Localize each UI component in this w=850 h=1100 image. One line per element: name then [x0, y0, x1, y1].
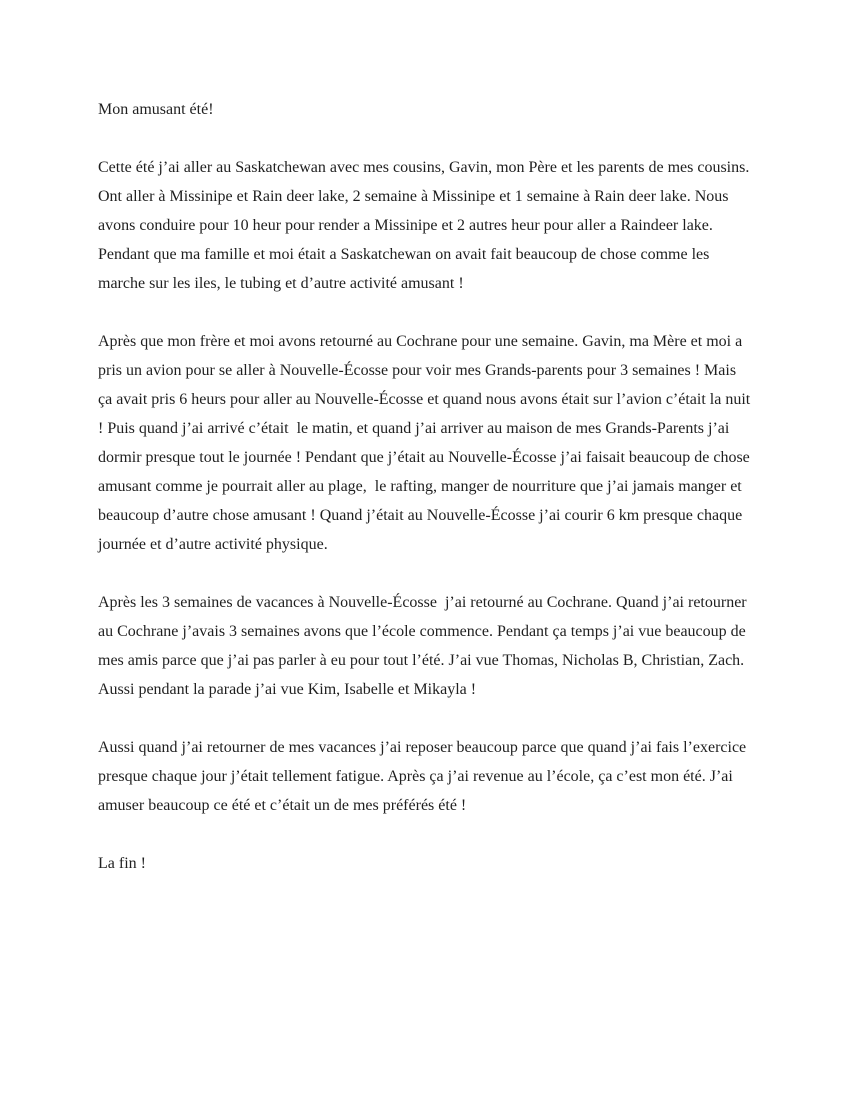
- paragraph-back-to-school: Aussi quand j’ai retourner de mes vacances j’ai reposer beaucoup parce que quand j’ai fais l’exercice presque chaque jour j’était tellement fatigue. Après ça j’ai revenue au l’école, ça c’est mon été. J’ai amuser beaucoup ce été et c’était un de mes préférés été !: [98, 739, 751, 814]
- paragraph-ending: La fin !: [98, 855, 146, 872]
- paragraph-nouvelle-ecosse-trip: Après que mon frère et moi avons retourné au Cochrane pour une semaine. Gavin, ma Mère et moi a pris un avion pour se aller à Nouvelle-Écosse pour voir mes Grands-parents pour 3 semaines ! Mais ça avait pris 6 heurs pour aller au Nouvelle-Écosse et quand nous avons était sur l’avion c’était la nuit ! Puis quand j’ai arrivé c’était le matin, et quand j’ai arriver au maison de mes Grands-Parents j’ai dormir presque tout le journée ! Pendant que j’était au Nouvelle-Écosse j’ai faisait beaucoup de chose amusant comme je pourrait aller au plage, le rafting, manger de nourriture que j’ai jamais manger et beaucoup d’autre chose amusant ! Quand j’était au Nouvelle-Écosse j’ai courir 6 km presque chaque journée et d’autre activité physique.: [98, 333, 755, 553]
- paragraph-return-cochrane: Après les 3 semaines de vacances à Nouvelle-Écosse j’ai retourné au Cochrane. Quand j’ai retourner au Cochrane j’avais 3 semaines avons que l’école commence. Pendant ça temps j’ai vue beaucoup de mes amis parce que j’ai pas parler à eu pour tout l’été. J’ai vue Thomas, Nicholas B, Christian, Zach. Aussi pendant la parade j’ai vue Kim, Isabelle et Mikayla !: [98, 594, 751, 698]
- document-title: Mon amusant été!: [98, 101, 214, 118]
- paragraph-saskatchewan-trip: Cette été j’ai aller au Saskatchewan avec mes cousins, Gavin, mon Père et les parents de mes cousins. Ont aller à Missinipe et Rain deer lake, 2 semaine à Missinipe et 1 semaine à Rain deer lake. Nous avons conduire pour 10 heur pour render a Missinipe et 2 autres heur pour aller a Raindeer lake. Pendant que ma famille et moi était a Saskatchewan on avait fait beaucoup de chose comme les marche sur les iles, le tubing et d’autre activité amusant !: [98, 159, 754, 292]
